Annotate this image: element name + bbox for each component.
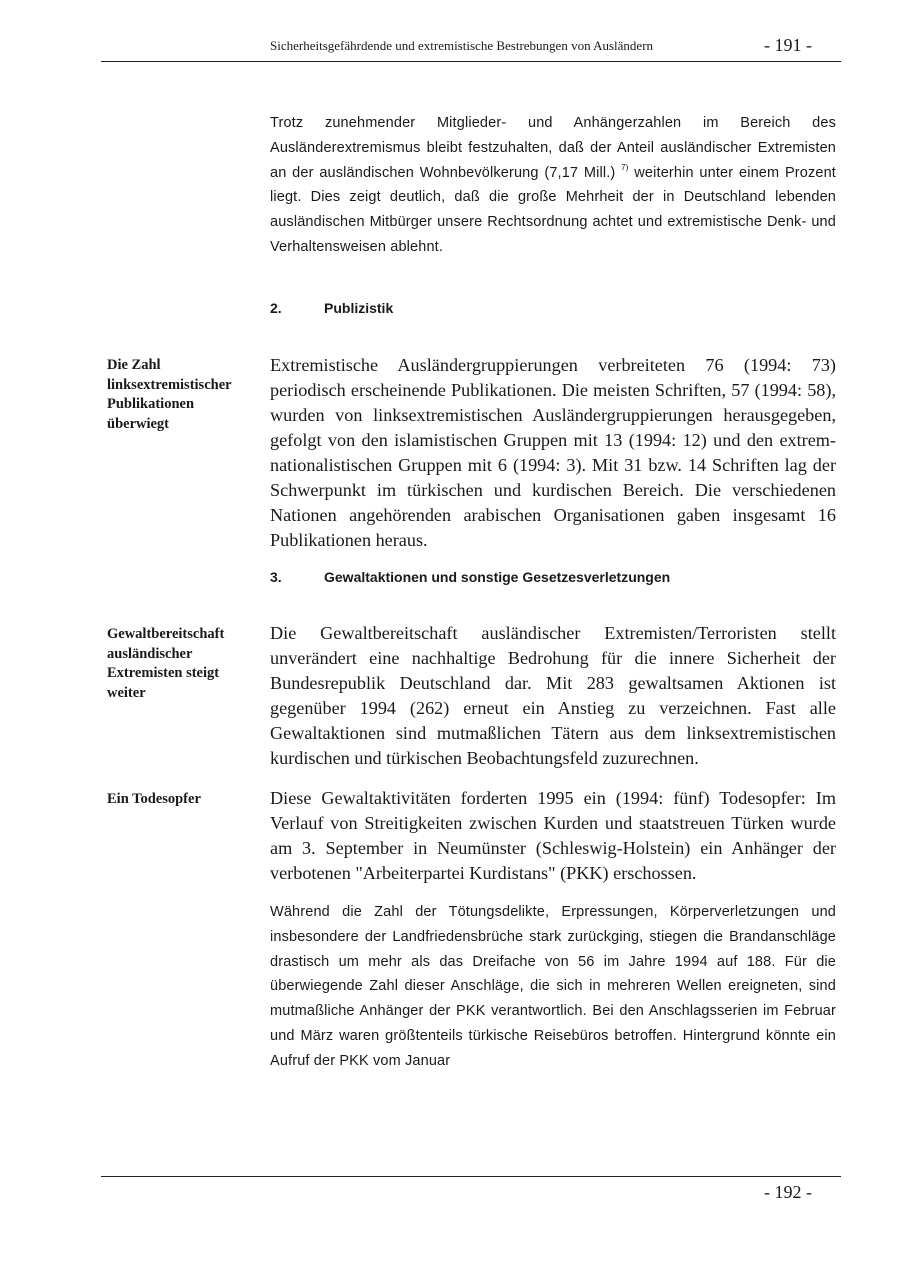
publications-paragraph: Extremistische Ausländergruppierungen verbreiteten 76 (1994: 73) periodisch erscheinende Publikationen. Die meisten Schriften, 57 (1994: 58), wurden von linksextremistischen Ausländergruppierungen herausgegeben, gefolgt von den islamistischen Gruppen mit 13 (1994: 12) und den extrem-nationalistischen Gruppen mit 6 (1994: 3). Mit 31 bzw. 14 Schriften lag der Schwerpunkt im türkischen und kurdischen Bereich. Die verschiedenen Nationen angehörenden arabischen Organisationen gaben insgesamt 16 Publikationen heraus. xyxy=(270,355,836,550)
intro-text-part1: Trotz zunehmender Mitglieder- und Anhängerzahlen im Bereich des Ausländerextremismus bleibt festzuhalten, daß der Anteil ausländischer Extremisten an der ausländischen Wohnbevölkerung (7,17 Mill.) xyxy=(270,115,836,181)
violence-paragraph: Die Gewaltbereitschaft ausländischer Extremisten/Terroristen stellt unverändert eine nachhaltige Bedrohung für die innere Sicherheit der Bundesrepublik Deutschland dar. Mit 283 gewaltsamen Aktionen ist gegenüber 1994 (262) erneut ein Anstieg zu verzeichnen. Fast alle Gewaltaktionen sind mutmaßlichen Tätern aus dem linksextremistischen kurdischen und türkischen Beobachtungsfeld zuzurechnen. xyxy=(270,623,836,768)
intro-paragraph xyxy=(270,111,836,260)
section-2-number: 2. xyxy=(270,300,282,316)
sidenote-fatality: Ein Todesopfer xyxy=(107,791,201,807)
header-rule xyxy=(101,61,841,62)
header-page-number: - 191 - xyxy=(764,35,812,55)
sidenote-publications: Die Zahl linksextremistischer Publikationen überwiegt xyxy=(107,357,232,432)
footnote-reference: 7) xyxy=(621,162,629,172)
section-3-title: Gewaltaktionen und sonstige Gesetzesverletzungen xyxy=(324,569,671,585)
arson-paragraph: Während die Zahl der Tötungsdelikte, Erpressungen, Körperverletzungen und insbesondere der Landfriedensbrüche stark zurückging, stiegen die Brandanschläge drastisch um mehr als das Dreifache von 56 im Jahre 1994 auf 188. Für die überwiegende Zahl dieser Anschläge, die sich in mehreren Wellen ereigneten, sind mutmaßliche Anhänger der PKK verantwortlich. Bei den Anschlagsserien im Februar und März waren größtenteils türkische Reisebüros betroffen. Hintergrund könnte ein Aufruf der PKK vom Januar xyxy=(270,904,836,1069)
section-3-number: 3. xyxy=(270,569,282,585)
section-2-heading xyxy=(270,300,393,316)
intro-text-part2: weiterhin unter einem Prozent liegt. Dies zeigt deutlich, daß die große Mehrheit der in Deutschland lebenden ausländischen Mitbürger unsere Rechtsordnung achtet und extremistische Denk- und Verhaltensweisen ablehnt. xyxy=(270,164,836,255)
running-header-title: Sicherheitsgefährdende und extremistische Bestrebungen von Ausländern xyxy=(270,38,654,53)
section-2-title: Publizistik xyxy=(324,300,394,316)
section-3-heading xyxy=(270,569,670,585)
fatality-paragraph: Diese Gewaltaktivitäten forderten 1995 ein (1994: fünf) Todesopfer: Im Verlauf von Streitigkeiten zwischen Kurden und staatstreuen Türken wurde am 3. September in Neumünster (Schleswig-Holstein) ein Anhänger der verbotenen "Arbeiterpartei Kurdistans" (PKK) erschossen. xyxy=(270,788,836,883)
sidenote-violence: Gewaltbereitschaft ausländischer Extremisten steigt weiter xyxy=(107,626,225,701)
footer-page-number: - 192 - xyxy=(764,1182,812,1202)
footer-rule xyxy=(101,1176,841,1177)
